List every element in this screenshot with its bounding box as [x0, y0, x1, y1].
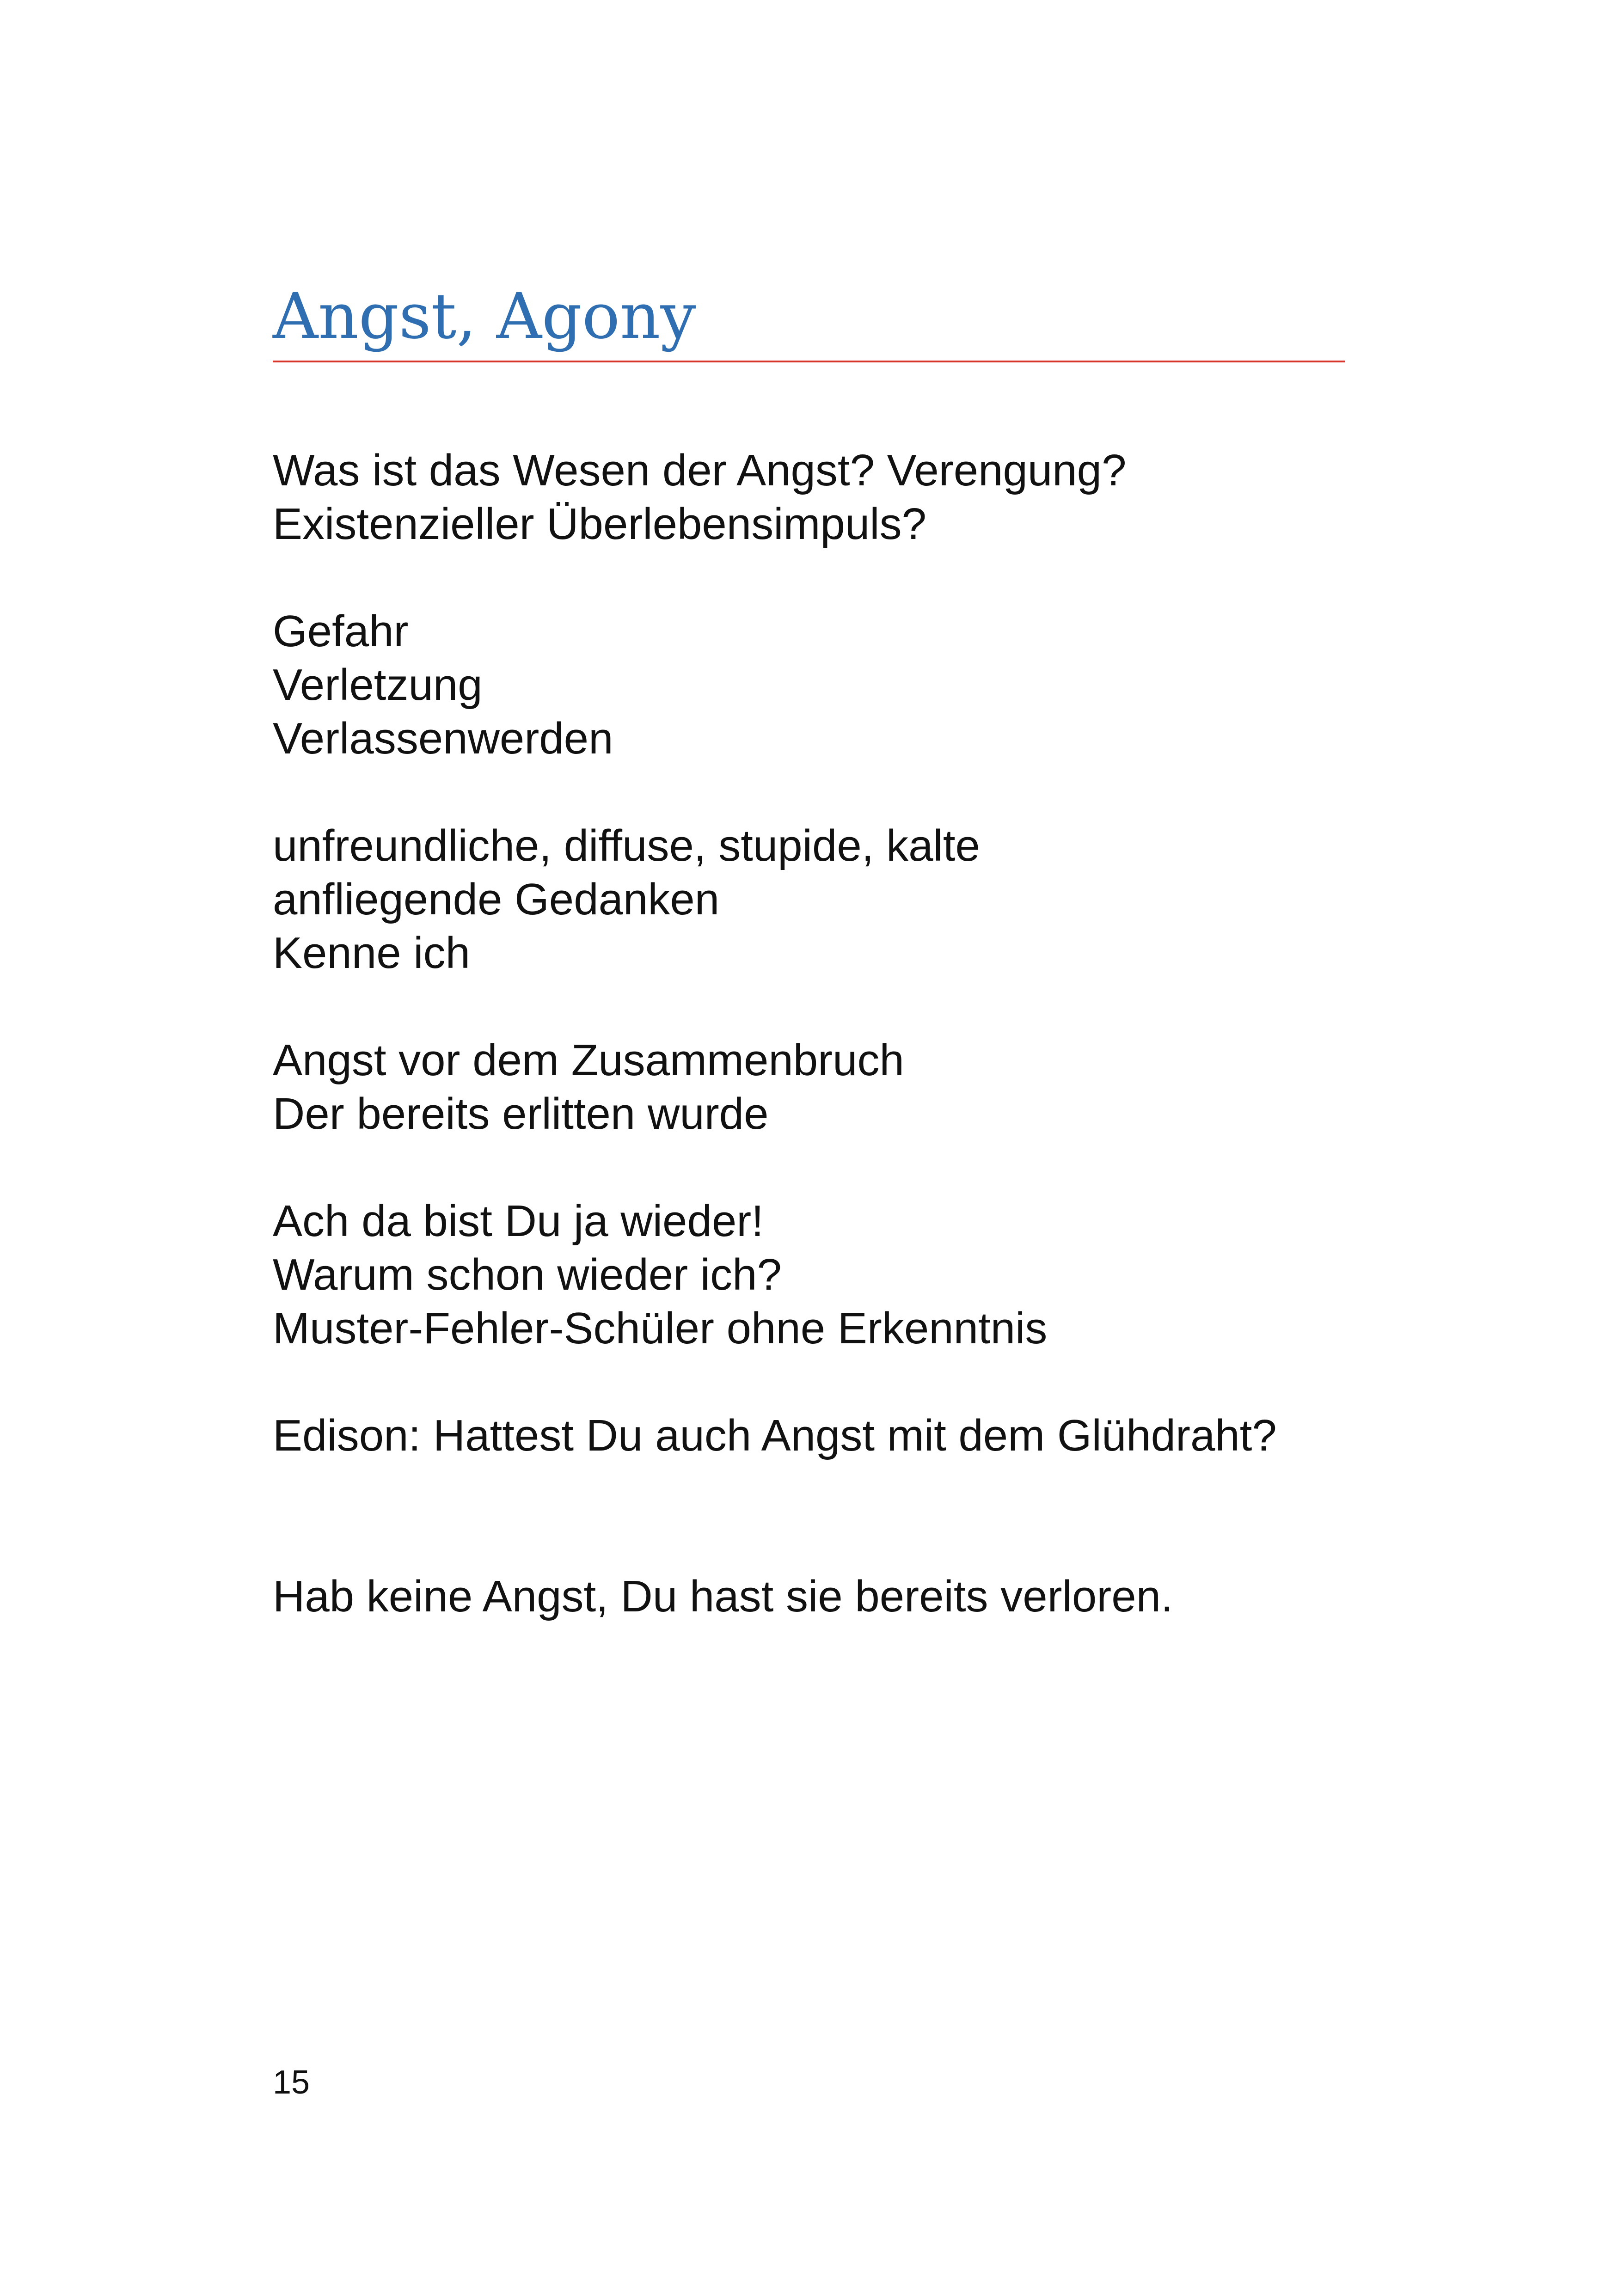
poem-body: [273, 444, 1475, 1677]
poem-line: Angst vor dem Zusammenbruch: [273, 1035, 904, 1085]
poem-line: Ach da bist Du ja wieder!: [273, 1196, 764, 1246]
stanza-2: [273, 605, 1475, 765]
poem-line: Edison: Hattest Du auch Angst mit dem Glühdraht?: [273, 1411, 1277, 1460]
stanza-6: [273, 1409, 1475, 1463]
stanza-4: [273, 1034, 1475, 1141]
poem-line: Verletzung: [273, 660, 483, 710]
stanza-3: [273, 819, 1475, 980]
page-title: Angst, Agony: [273, 280, 696, 353]
poem-line: unfreundliche, diffuse, stupide, kalte: [273, 821, 980, 870]
poem-line: Was ist das Wesen der Angst? Verengung?: [273, 446, 1127, 495]
poem-line: Muster-Fehler-Schüler ohne Erkenntnis: [273, 1304, 1048, 1353]
poem-line: anfliegende Gedanken: [273, 875, 720, 924]
poem-line: Kenne ich: [273, 928, 470, 978]
stanza-5: [273, 1194, 1475, 1355]
title-divider: [273, 361, 1345, 362]
poem-line: Der bereits erlitten wurde: [273, 1089, 769, 1139]
stanza-1: [273, 444, 1475, 551]
poem-line: Gefahr: [273, 606, 409, 656]
page-number: 15: [273, 2064, 310, 2101]
poem-line: Verlassenwerden: [273, 714, 613, 763]
poem-line: Warum schon wieder ich?: [273, 1250, 782, 1299]
poem-line: Existenzieller Überlebensimpuls?: [273, 499, 926, 549]
stanza-7: [273, 1570, 1475, 1623]
poem-line: Hab keine Angst, Du hast sie bereits verloren.: [273, 1572, 1173, 1621]
